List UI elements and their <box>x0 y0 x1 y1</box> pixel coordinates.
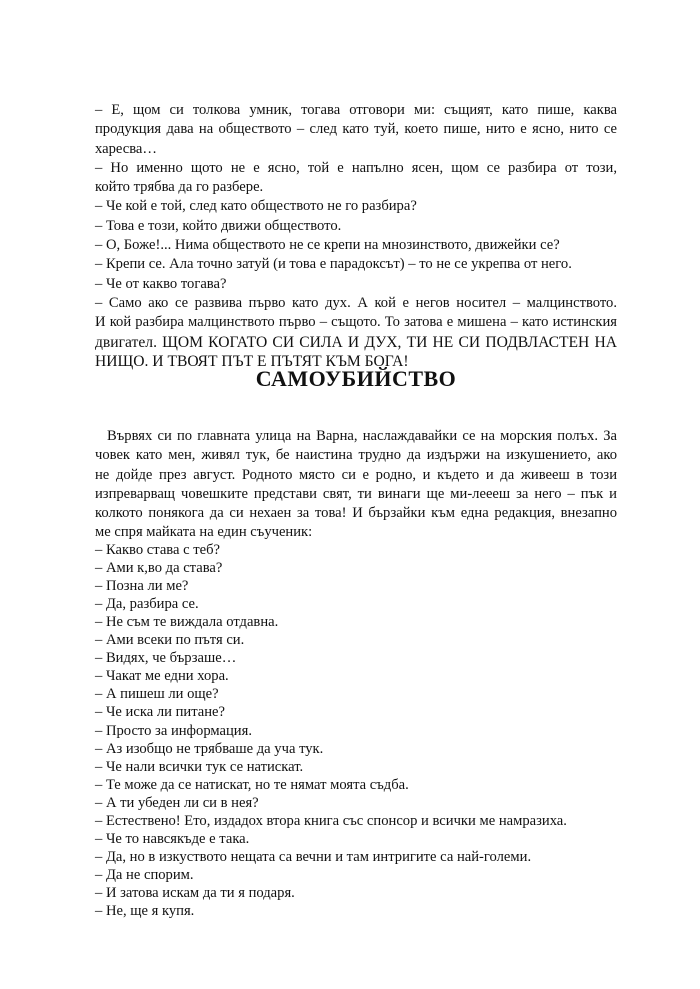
dialogue-line: – Чакат ме едни хора. <box>95 668 229 685</box>
text-line: – Крепи се. Ала точно затуй (и това е парадоксът) – то не се укрепва от него. <box>95 256 572 273</box>
text-line: продукция дава на обществото – след като туй, което пише, нито е ясно, нито се <box>95 121 617 138</box>
text-line: човек като мен, живял тук, бе наистина трудно да издържи на изкушението, ако <box>95 447 617 464</box>
dialogue-line: – Че иска ли питане? <box>95 704 225 721</box>
text-line: който трябва да го разбере. <box>95 179 264 196</box>
story-paragraph <box>95 427 617 523</box>
text-line: – Че кой е той, след като обществото не го разбира? <box>95 198 417 215</box>
dialogue-line: – Да, разбира се. <box>95 596 199 613</box>
dialogue-line: – Ами к,во да става? <box>95 560 223 577</box>
text-line: – Но именно щото не е ясно, той е напълно ясен, щом се разбира от този, <box>95 159 617 176</box>
text-line: двигател. ЩОМ КОГАТО СИ СИЛА И ДУХ, ТИ НЕ СИ ПОДВЛАСТЕН НА <box>95 333 617 351</box>
text-line: НИЩО. И ТВОЯТ ПЪТ Е ПЪТЯТ КЪМ БОГА! <box>95 352 409 370</box>
dialogue-line: – Видях, че бързаше… <box>95 650 237 667</box>
text-line: харесва… <box>95 140 157 157</box>
dialogue-line: – Че нали всички тук се натискат. <box>95 758 304 775</box>
story-dialogue <box>95 523 617 920</box>
dialogue-line: – И затова искам да ти я подаря. <box>95 884 295 901</box>
dialogue-line: – Не съм те виждала отдавна. <box>95 614 279 631</box>
dialogue-line: – А ти убеден ли си в нея? <box>95 794 259 811</box>
dialogue-line: – Аз изобщо не трябваше да уча тук. <box>95 740 324 757</box>
dialogue-line: – Не, ще я купя. <box>95 902 195 919</box>
text-line: Вървях си по главната улица на Варна, наслаждавайки се на морския полъх. За <box>107 428 617 444</box>
dialogue-line: – Естествено! Ето, издадох втора книга със спонсор и всички ме намразиха. <box>95 812 567 829</box>
dialogue-line: – Да, но в изкуството нещата са вечни и там интригите са най-големи. <box>95 848 532 865</box>
text-line: не дойде през август. Родното място си е родно, и където и да живееш в този <box>95 466 617 483</box>
dialogue-line: ме спря майката на един съученик: <box>95 524 313 540</box>
text-line: изпреварващ човешките представи свят, ти винаги ще ми-леееш за него – пък и <box>95 485 617 502</box>
dialogue-line: – Да не спорим. <box>95 866 194 883</box>
dialogue-section-top <box>95 101 617 371</box>
dialogue-line: – Какво става с теб? <box>95 542 221 559</box>
text-line: – О, Боже!... Нима обществото не се крепи на мнозинството, движейки се? <box>95 237 560 254</box>
text-line: – Само ако се развива първо като дух. А кой е негов носител – малцинството. <box>95 294 617 311</box>
text-line: колкото понякога да си нехаен за това! И бързайки към една редакция, внезапно <box>95 505 617 522</box>
dialogue-line: – Просто за информация. <box>95 722 252 739</box>
dialogue-line: – Че то навсякъде е така. <box>95 830 250 847</box>
text-line: – Това е този, който движи обществото. <box>95 217 342 234</box>
text-line: И кой разбира малцинството първо – същото. То затова е мишена – като истинския <box>95 314 617 331</box>
text-line: – Че от какво тогава? <box>95 275 227 292</box>
dialogue-line: – А пишеш ли още? <box>95 686 219 703</box>
text-line: – Е, щом си толкова умник, тогава отговори ми: същият, като пише, каква <box>95 102 617 118</box>
chapter-heading: САМОУБИЙСТВО <box>255 366 457 391</box>
dialogue-line: – Позна ли ме? <box>95 578 189 595</box>
dialogue-line: – Те може да се натискат, но те нямат моята съдба. <box>95 776 409 793</box>
dialogue-line: – Ами всеки по пътя си. <box>95 632 245 649</box>
